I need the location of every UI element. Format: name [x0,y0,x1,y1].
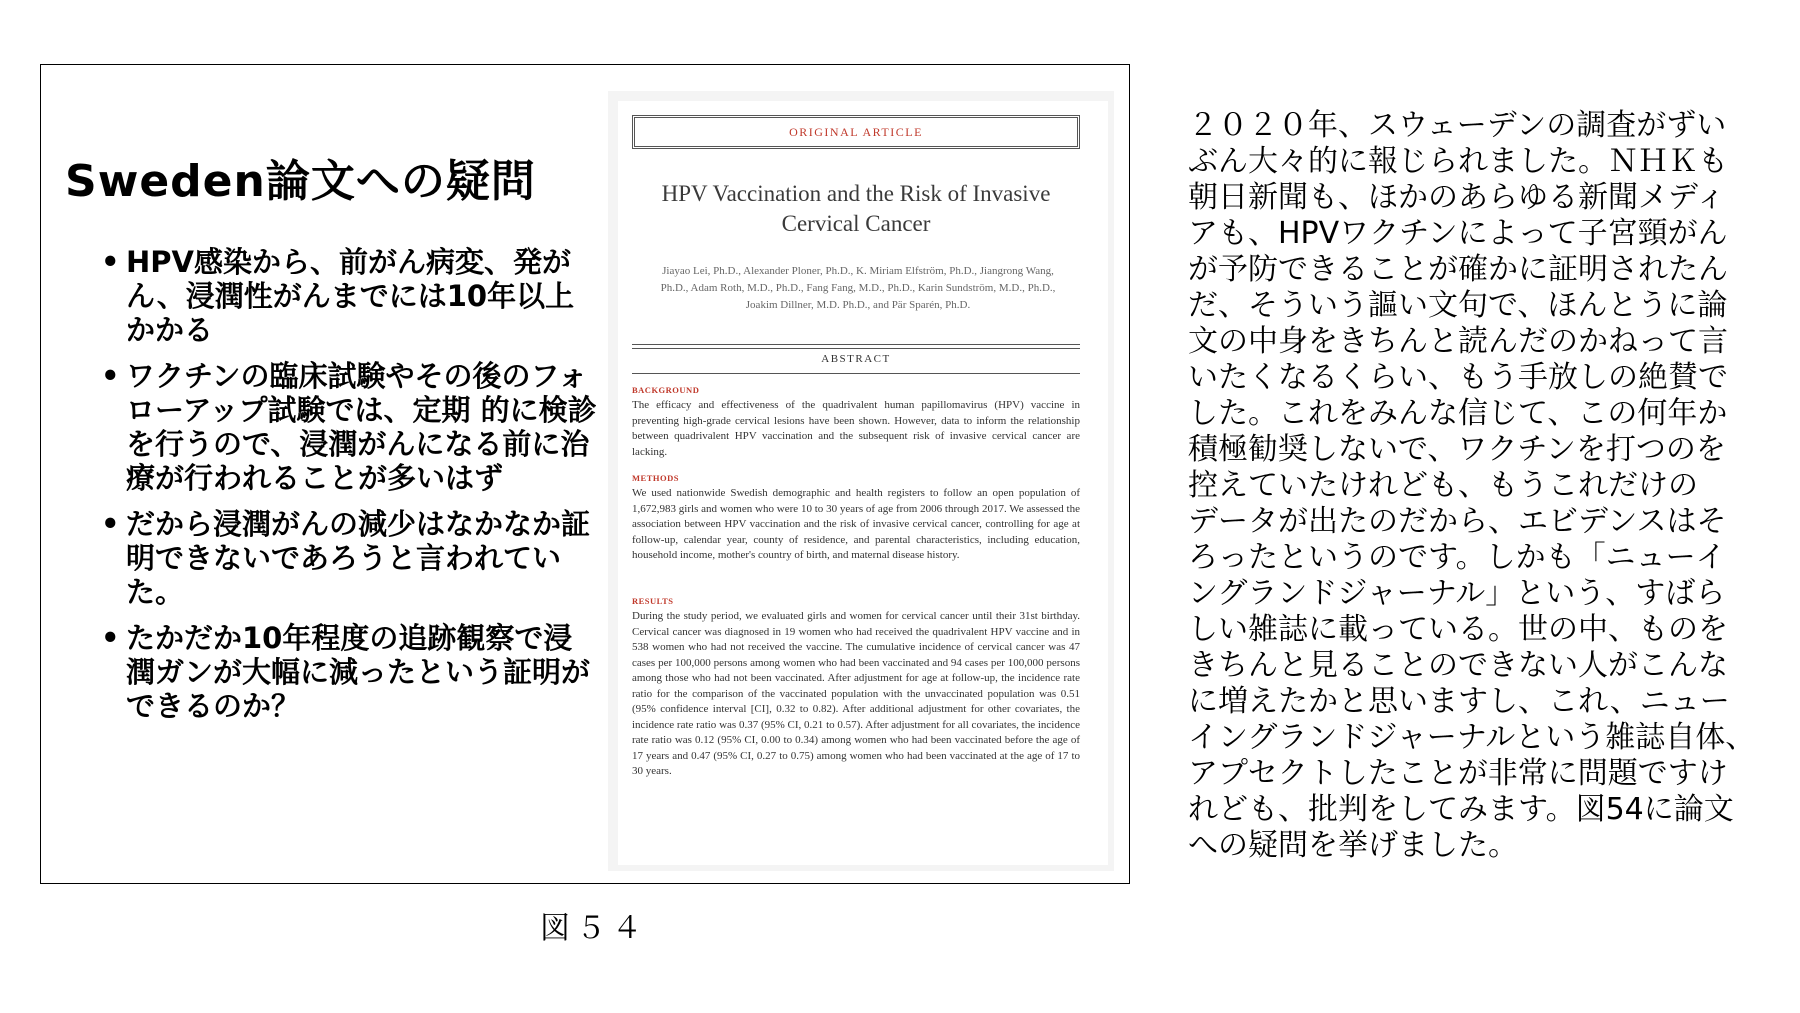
narration-line: しい雑誌に載っている。世の中、ものを [1188,612,1728,647]
narration-line: だ、そういう謳い文句で、ほんとうに論 [1188,288,1728,323]
bullet-item: • ワクチンの臨床試験やその後のフォローアップ試験では、定期 的に検診を行うので、浸潤がんになる前に治療が行われることが多いはず [101,359,601,495]
paper-title: HPV Vaccination and the Risk of Invasive Cervical Cancer [661,181,1051,236]
narration-line: ぶん大々的に報じられました。ＮＨＫも [1188,144,1728,179]
abstract-methods [632,473,1080,564]
article-tag: ORIGINAL ARTICLE [789,124,923,139]
narration-line: 朝日新聞も、ほかのあらゆる新聞メディ [1188,180,1726,215]
narration-line: ２０２０年、スウェーデンの調査がずい [1188,108,1727,143]
paper-image [608,91,1114,871]
methods-heading: METHODS [632,473,679,483]
narration-line: 文の中身をきちんと読んだのかねって言 [1188,324,1728,359]
slide-frame [40,64,1130,884]
narration-text [1188,108,1768,864]
abstract-background [632,385,1080,460]
narration-line: ングランドジャーナル」という、すばら [1188,576,1726,611]
narration-line: した。これをみんな信じて、この何年か [1188,396,1728,431]
paper-authors: Jiayao Lei, Ph.D., Alexander Ploner, Ph.D., K. Miriam Elfström, Ph.D., Jiangrong Wang, Ph.D., Adam Roth, M.D., Ph.D., Fang Fang, M.D., Ph.D., Karin Sundström, M.D., Ph.D., Joakim Dillner, M.D. Ph.D., and Pär Sparén, Ph.D. [660,265,1056,311]
narration-line: に増えたかと思いますし、これ、ニュー [1188,684,1730,719]
abstract-label: ABSTRACT [821,353,891,365]
abstract-rule [632,344,1080,349]
bullet-item: • だから浸潤がんの減少はなかなか証明できないであろうと言われていた。 [101,507,601,609]
abstract-rule [632,373,1080,374]
bullet-list [101,245,601,735]
narration-line: アプセクトしたことが非常に問題ですけ [1188,756,1728,791]
narration-line: データが出たのだから、エビデンスはそ [1188,504,1727,539]
results-text: During the study period, we evaluated girls and women for cervical cancer until their 31st birthday. Cervical cancer was diagnosed in 19 women who had received the quadrivalent HPV vaccine and in 538 women who had not received the vaccine. The cumulative incidence of cervical cancer was 47 cases per 100,000 persons among women who had been vaccinated and 94 cases per 100,000 persons among those who had not been vaccinated. After adjustment for age at follow-up, the incidence rate ratio for the comparison of the vaccinated population with the unvaccinated population was 0.51 (95% confidence interval [CI], 0.32 to 0.82). After additional adjustment for other covariates, the incidence rate ratio was 0.37 (95% CI, 0.21 to 0.57). After adjustment for all covariates, the incidence rate ratio was 0.12 (95% CI, 0.00 to 0.34) among women who had been vaccinated before the age of 17 years and 0.47 (95% CI, 0.27 to 0.75) among women who had been vaccinated at the age of 17 to 30 years. [632,610,1080,777]
bullet-item: • たかだか10年程度の追跡観察で浸潤ガンが大幅に減ったという証明ができるのか？ [101,621,601,723]
narration-line: きちんと見ることのできない人がこんな [1188,648,1728,683]
methods-text: We used nationwide Swedish demographic and health registers to follow an open population of 1,672,983 girls and women who were 10 to 30 years of age from 2006 through 2017. We assessed the association between HPV vaccination and the risk of invasive cervical cancer, controlling for age at follow-up, calendar year, county of residence, and parental characteristics, including education, household income, mother's country of birth, and maternal disease history. [632,487,1080,561]
narration-line: への疑問を挙げました。 [1188,828,1518,863]
background-text: The efficacy and effectiveness of the quadrivalent human papillomavirus (HPV) vaccine in preventing high-grade cervical lesions have been shown. However, data to inform the relationship between quadrivalent HPV vaccination and the subsequent risk of invasive cervical cancer are lacking. [632,399,1080,458]
narration-line: いたくなるくらい、もう手放しの絶賛で [1188,360,1728,395]
narration-line: イングランドジャーナルという雑誌自体、 [1188,720,1756,755]
narration-line: アも、HPVワクチンによって子宮頸がん [1188,216,1728,251]
narration-line: 積極勧奨しないで、ワクチンを打つのを [1188,432,1726,467]
results-heading: RESULTS [632,596,674,606]
abstract-results [632,596,1080,780]
narration-line: が予防できることが確かに証明されたん [1188,252,1728,287]
background-heading: BACKGROUND [632,385,700,395]
narration-line: れども、批判をしてみます。図54に論文 [1188,792,1734,827]
narration-line: 控えていたけれども、もうこれだけの [1188,468,1698,503]
bullet-item: • HPV感染から、前がん病変、発がん、浸潤性がんまでには10年以上かかる [101,245,601,347]
narration-line: ろったというのです。しかも「ニューイ [1188,540,1726,575]
slide-title: Sweden論文への疑問 [65,156,536,207]
article-tag-box [632,115,1080,149]
figure-caption: 図５４ [540,911,648,946]
paper-page [618,101,1108,865]
